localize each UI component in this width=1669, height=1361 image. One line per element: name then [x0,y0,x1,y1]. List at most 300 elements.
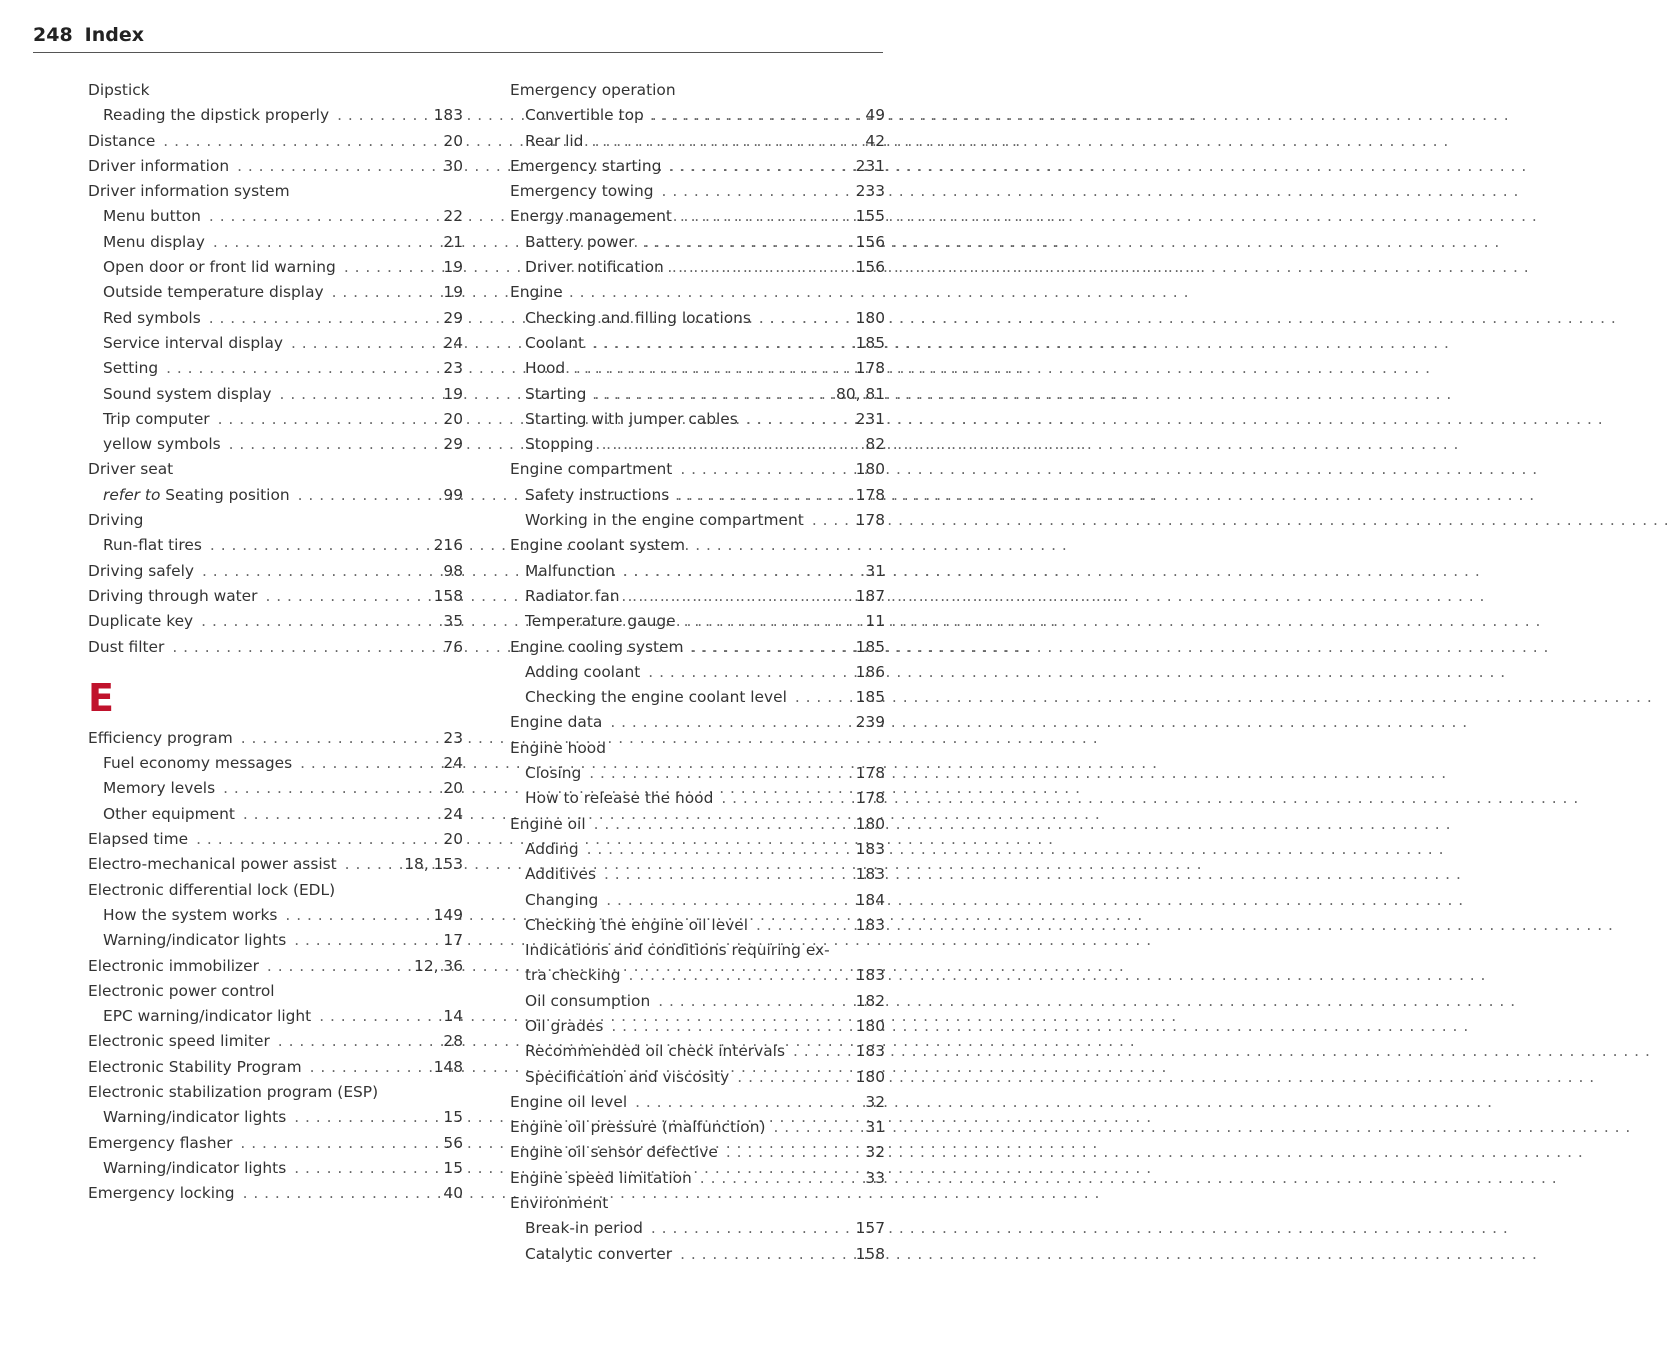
entry-label: EPC warning/indicator light [103,1007,312,1026]
page-reference: 155 [855,207,885,226]
page-reference: 180 [855,1067,885,1086]
page-reference: 178 [855,789,885,808]
dot-leader [332,280,438,305]
index-entry [88,129,463,154]
dot-leader [721,786,849,811]
page-reference: 184 [855,890,885,909]
index-subentry [510,129,885,154]
dot-leader [658,989,849,1014]
entry-label: Sound system display [103,384,272,403]
dot-leader [662,179,850,204]
index-subentry [510,382,885,407]
page-reference: 21 [443,232,463,251]
index-subentry [510,1216,885,1241]
dot-leader [243,1181,438,1206]
dot-leader [337,103,428,128]
index-subentry [510,660,885,685]
index-subentry [88,356,463,381]
index-entry [510,710,885,735]
entry-label: Emergency starting [510,156,662,175]
page-reference: 180 [855,1016,885,1035]
index-column-right [510,78,885,1267]
index-subentry [510,862,885,887]
dot-leader [310,1055,428,1080]
page-reference: 183 [433,106,463,125]
entry-label: Open door or front lid warning [103,258,336,277]
index-entry [88,726,463,751]
index-subentry [510,508,885,533]
page-reference: 183 [855,839,885,858]
entry-label: Changing [525,890,599,909]
entry-label: Malfunction [525,561,615,580]
index-subentry [88,533,463,558]
dot-leader [623,559,860,584]
entry-label: Engine oil level [510,1092,628,1111]
index-entry [88,154,463,179]
index-subentry [510,331,885,356]
page-header [33,24,883,46]
entry-label: How to release the hood [525,789,714,808]
page-reference: 20 [443,409,463,428]
index-entry [88,1055,463,1080]
entry-label: Convertible top [525,106,644,125]
page-reference: 35 [443,612,463,631]
page-reference: 19 [443,258,463,277]
dot-leader [267,954,408,979]
entry-label: Emergency towing [510,182,654,201]
dot-leader [746,407,850,432]
page-reference: 158 [855,1244,885,1263]
index-entry [88,827,463,852]
dot-leader [628,584,850,609]
entry-label: Trip computer [103,409,210,428]
index-entry [510,1115,885,1140]
index-subentry [510,963,885,988]
page-reference: 216 [433,536,463,555]
entry-label: Checking the engine oil level [525,915,749,934]
page-reference: 20 [443,779,463,798]
entry-label: Engine compartment [510,460,673,479]
dot-leader [319,1004,437,1029]
index-subentry [88,776,463,801]
index-subentry [510,1039,885,1064]
index-subentry [510,103,885,128]
page-reference: 156 [855,258,885,277]
entry-label: Duplicate key [88,612,194,631]
page-reference: 24 [443,333,463,352]
index-entry [510,179,885,204]
index-entry [88,852,463,877]
page-reference: 178 [855,511,885,530]
page-reference: 33 [865,1168,885,1187]
index-subentry [510,913,885,938]
page-reference: 42 [865,131,885,150]
page-reference: 98 [443,561,463,580]
index-entry [510,635,885,660]
page-reference: 149 [433,905,463,924]
entry-label: Warning/indicator lights [103,1158,287,1177]
page-reference: 32 [865,1092,885,1111]
index-subentry [510,888,885,913]
entry-label: Service interval display [103,333,283,352]
page-reference: 30 [443,156,463,175]
index-entry [510,457,885,482]
index-entry [88,635,463,660]
page-reference: 178 [855,359,885,378]
dot-leader [737,1065,849,1090]
page-reference: 178 [855,764,885,783]
index-entry [510,1166,885,1191]
index-entry [88,1131,463,1156]
entry-label: Working in the engine compartment [525,511,804,530]
dot-leader [201,609,437,634]
page-reference: 180 [855,814,885,833]
page-reference: 15 [443,1158,463,1177]
entry-label: Setting [103,359,159,378]
entry-label: Driving safely [88,561,194,580]
dot-leader [294,1105,437,1130]
index-subentry [88,382,463,407]
dot-leader [243,802,438,827]
index-heading: Driver seat [88,460,174,479]
page-reference: 80, 81 [836,384,885,403]
entry-label: Hood [525,359,566,378]
dot-leader [344,255,438,280]
index-heading: Driver information system [88,182,290,201]
page-reference: 182 [855,991,885,1010]
entry-label: Adding [525,839,579,858]
dot-leader [602,432,860,457]
header-rule [33,52,883,53]
dot-leader [237,154,437,179]
dot-leader [759,306,850,331]
entry-label: Electronic immobilizer [88,956,259,975]
page-reference: 180 [855,308,885,327]
entry-label: Starting with jumper cables [525,409,738,428]
entry-label: Driver notification [525,258,664,277]
index-subentry [88,928,463,953]
dot-leader [589,761,849,786]
entry-label: Engine oil sensor defective [510,1143,718,1162]
entry-label: Energy management [510,207,672,226]
index-subentry [88,331,463,356]
dot-leader [229,432,438,457]
dot-leader [604,862,850,887]
index-entry [510,812,885,837]
dot-leader [629,963,850,988]
index-heading: Engine [510,283,563,302]
dot-leader [611,1014,849,1039]
dot-leader [209,204,437,229]
entry-label: Battery power [525,232,635,251]
dot-leader [345,852,399,877]
index-subentry [88,802,463,827]
index-heading: Driving [88,511,144,530]
entry-label: Checking and filling locations [525,308,751,327]
index-subentry [510,432,885,457]
index-subentry [88,1156,463,1181]
entry-label: Driving through water [88,586,258,605]
cross-reference-prefix: refer to [103,485,161,504]
dot-leader [795,685,850,710]
entry-label: Engine oil [510,814,586,833]
entry-label: Dust filter [88,637,165,656]
entry-label: tra checking [525,966,621,985]
page-reference: 183 [855,966,885,985]
dot-leader [606,888,849,913]
entry-label: Checking the engine coolant level [525,688,787,707]
index-subentry [510,356,885,381]
page-reference: 183 [855,915,885,934]
entry-label: Electro-mechanical power assist [88,855,337,874]
dot-leader [610,710,849,735]
entry-label: Outside temperature display [103,283,324,302]
dot-leader [680,204,850,229]
index-subentry [510,483,885,508]
page-reference: 19 [443,283,463,302]
page-reference: 49 [865,106,885,125]
index-entry [510,1090,885,1115]
page-reference: 12, 36 [414,956,463,975]
section-letter: E [88,675,114,720]
index-subentry [88,407,463,432]
page-reference: 178 [855,485,885,504]
entry-label: Engine cooling system [510,637,684,656]
entry-label: Warning/indicator lights [103,931,287,950]
dot-leader [700,1166,860,1191]
index-subentry [88,483,463,508]
index-entry [88,1181,463,1206]
entry-label: Driver information [88,156,230,175]
index-subentry [510,786,885,811]
dot-leader [635,1090,859,1115]
entry-label: Specification and viscosity [525,1067,730,1086]
page-reference: 239 [855,713,885,732]
dot-leader [294,928,437,953]
page-reference: 40 [443,1184,463,1203]
dot-leader [241,726,438,751]
entry-label: Electronic Stability Program [88,1057,302,1076]
page-reference: 157 [855,1219,885,1238]
index-heading: Electronic differential lock (EDL) [88,880,336,899]
page-title: Index [84,24,145,46]
dot-leader [285,903,427,928]
page-reference: 185 [855,333,885,352]
entry-label: Other equipment [103,804,235,823]
index-subentry [510,584,885,609]
page-reference: 31 [865,1118,885,1137]
dot-leader [594,382,830,407]
entry-label: Rear lid [525,131,584,150]
index-entry [88,559,463,584]
index-subentry [510,255,885,280]
index-entry [88,1029,463,1054]
dot-leader [300,751,437,776]
index-subentry [510,230,885,255]
dot-leader [587,837,850,862]
index-subentry [510,685,885,710]
dot-leader [642,230,849,255]
index-subentry [510,407,885,432]
dot-leader [773,1115,859,1140]
page-reference: 18, 153 [404,855,463,874]
page-reference: 29 [443,435,463,454]
index-subentry [88,230,463,255]
dot-leader [591,129,859,154]
index-subentry [88,103,463,128]
dot-leader [672,255,850,280]
entry-label: Catalytic converter [525,1244,673,1263]
dot-leader [223,776,437,801]
index-subentry [88,280,463,305]
dot-leader [172,635,437,660]
dot-leader [209,306,438,331]
cross-reference-target: Seating position [165,485,290,504]
index-heading: Electronic stabilization program (ESP) [88,1082,379,1101]
entry-label [103,483,290,508]
dot-leader [684,609,860,634]
page-reference: 14 [443,1007,463,1026]
entry-label: Emergency locking [88,1184,235,1203]
page-reference: 19 [443,384,463,403]
page-reference: 99 [443,485,463,504]
page-reference: 20 [443,131,463,150]
entry-label: How the system works [103,905,278,924]
entry-label: Closing [525,764,582,783]
index-subentry [510,1014,885,1039]
index-subentry [510,1242,885,1267]
page-reference: 20 [443,830,463,849]
index-heading: Electronic power control [88,981,275,1000]
page-reference: 15 [443,1108,463,1127]
index-heading: Engine coolant system [510,536,685,555]
page-reference: 156 [855,232,885,251]
page-reference: 185 [855,637,885,656]
index-heading: Dipstick [88,81,150,99]
dot-leader [652,103,860,128]
page-reference: 231 [855,156,885,175]
index-subentry [510,1065,885,1090]
entry-label: Additives [525,865,596,884]
dot-leader [651,1216,850,1241]
index-subentry [88,432,463,457]
page-reference: 11 [865,612,885,631]
index-subentry [510,559,885,584]
entry-label: Engine speed limitation [510,1168,692,1187]
entry-label: Efficiency program [88,728,233,747]
index-entry [88,584,463,609]
page-reference: 185 [855,688,885,707]
dot-leader [280,382,438,407]
page-reference: 187 [855,586,885,605]
entry-label: Engine data [510,713,603,732]
entry-label: Safety instructions [525,485,670,504]
dot-leader [240,1131,437,1156]
page-reference: 24 [443,754,463,773]
entry-label: Memory levels [103,779,216,798]
entry-label: Fuel economy messages [103,754,293,773]
entry-label: Menu display [103,232,205,251]
entry-label: Recommended oil check intervals [525,1042,785,1061]
dot-leader [218,407,438,432]
dot-leader [298,483,438,508]
entry-label: yellow symbols [103,435,221,454]
page-reference: 23 [443,728,463,747]
page-reference: 22 [443,207,463,226]
page-number: 248 [33,24,73,46]
index-entry [510,154,885,179]
dot-leader [669,154,849,179]
entry-label: Starting [525,384,587,403]
page-reference: 29 [443,308,463,327]
entry-label: Reading the dipstick properly [103,106,330,125]
dot-leader [648,660,849,685]
dot-leader [680,1242,850,1267]
dot-leader [294,1156,437,1181]
entry-label: Adding coolant [525,662,641,681]
page-reference: 231 [855,409,885,428]
entry-label: Elapsed time [88,830,189,849]
entry-label: Temperature gauge [525,612,676,631]
index-subentry [88,903,463,928]
page-reference: 158 [433,586,463,605]
page-reference: 186 [855,662,885,681]
index-subentry [510,989,885,1014]
index-heading: Engine hood [510,738,606,757]
page-reference: 183 [855,1042,885,1061]
dot-leader [592,331,850,356]
entry-label: Stopping [525,435,594,454]
entry-label: Coolant [525,333,585,352]
index-column-left [88,78,463,1206]
entry-label: Engine oil pressure (malfunction) [510,1118,766,1137]
index-subentry [510,609,885,634]
index-entry [88,609,463,634]
entry-label: Distance [88,131,156,150]
dot-leader [202,559,437,584]
index-subentry [88,204,463,229]
entry-label: Menu button [103,207,201,226]
index-heading: Environment [510,1194,609,1213]
dot-leader [166,356,437,381]
dot-leader [213,230,438,255]
page-reference: 28 [443,1032,463,1051]
index-subentry [510,837,885,862]
page-reference: 180 [855,460,885,479]
page-reference: 56 [443,1133,463,1152]
page-reference: 82 [865,435,885,454]
entry-label: Emergency flasher [88,1133,233,1152]
page-reference: 148 [433,1057,463,1076]
index-subentry [88,306,463,331]
entry-label: Break-in period [525,1219,643,1238]
entry-label: Oil grades [525,1016,604,1035]
dot-leader [756,913,850,938]
index-heading: Emergency operation [510,81,676,99]
dot-leader [677,483,849,508]
dot-leader [573,356,849,381]
page-reference: 32 [865,1143,885,1162]
index-subentry [510,761,885,786]
page-reference: 23 [443,359,463,378]
dot-leader [265,584,427,609]
page-reference: 17 [443,931,463,950]
index-entry [88,954,463,979]
entry-label: Oil consumption [525,991,651,1010]
index-subentry [88,255,463,280]
index-subentry-label: Indications and conditions requiring ex- [525,941,830,960]
dot-leader [594,812,850,837]
